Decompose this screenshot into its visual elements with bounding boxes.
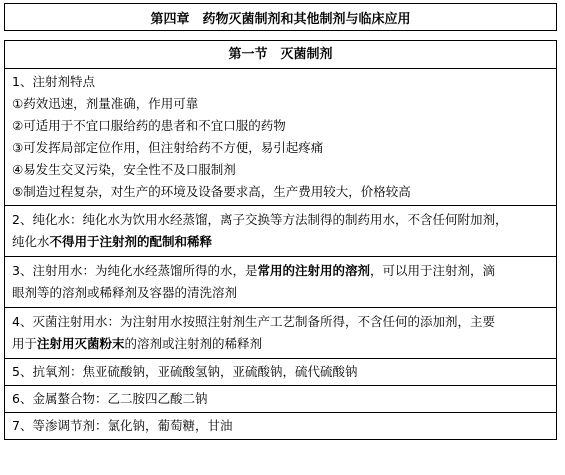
item-7-text: 7、等渗调节剂：氯化钠，葡萄糖，甘油 xyxy=(12,418,233,433)
item-1-cell xyxy=(5,69,557,206)
item-1-point-4: ④易发生交叉污染，安全性不及口服制剂 xyxy=(12,162,236,177)
item-2-line-2-pre: 纯化水 xyxy=(12,234,50,249)
item-3-line-2: 眼剂等的溶剂或稀释剂及容器的清洗溶剂 xyxy=(12,285,238,300)
item-4-line-2-pre: 用于 xyxy=(12,336,38,351)
section-title xyxy=(5,41,557,69)
item-4-emphasis: 注射用灭菌粉末 xyxy=(37,336,125,351)
table-row xyxy=(5,206,557,257)
item-5-text: 5、抗氧剂：焦亚硫酸钠，亚硫酸氢钠，亚硫酸钠，硫代硫酸钠 xyxy=(12,364,358,379)
table-row xyxy=(5,413,557,440)
item-4-line-2-post: 的溶剂或注射剂的稀释剂 xyxy=(124,336,263,351)
chapter-title-text: 第四章 药物灭菌制剂和其他制剂与临床应用 xyxy=(150,11,411,27)
item-1-point-3: ③可发挥局部定位作用，但注射给药不方便，易引起疼痛 xyxy=(12,140,324,155)
item-1-point-2: ②可适用于不宜口服给药的患者和不宜口服的药物 xyxy=(12,118,286,133)
item-1-point-5: ⑤制造过程复杂，对生产的环境及设备要求高，生产费用较大，价格较高 xyxy=(12,184,411,199)
table-row xyxy=(5,386,557,413)
item-6-text: 6、金属螯合物：乙二胺四乙酸二钠 xyxy=(12,391,208,406)
chapter-title xyxy=(4,3,557,31)
item-2-cell xyxy=(5,206,557,257)
item-4-cell xyxy=(5,308,557,359)
table-row xyxy=(5,69,557,206)
item-1-point-1: ①药效迅速，剂量准确，作用可靠 xyxy=(12,96,199,111)
item-4-line-1: 4、灭菌注射用水：为注射用水按照注射剂生产工艺制备所得，不含任何的添加剂，主要 xyxy=(12,314,495,329)
item-2-emphasis: 不得用于注射剂的配制和稀释 xyxy=(49,234,213,249)
table-row xyxy=(5,359,557,386)
item-2-line-1: 2、纯化水：纯化水为饮用水经蒸馏，离子交换等方法制得的制药用水，不含任何附加剂， xyxy=(12,212,508,227)
table-row xyxy=(5,41,557,69)
item-1-heading: 1、注射剂特点 xyxy=(12,74,95,89)
item-3-pre: 3、注射用水：为纯化水经蒸馏所得的水，是 xyxy=(12,263,258,278)
item-3-cell xyxy=(5,257,557,308)
item-3-line-1 xyxy=(12,260,549,282)
section-title-text: 第一节 灭菌制剂 xyxy=(228,46,333,62)
table-row xyxy=(5,257,557,308)
content-table xyxy=(4,40,557,440)
item-3-emphasis: 常用的注射用的溶剂 xyxy=(257,263,370,278)
table-row xyxy=(5,308,557,359)
item-7-cell xyxy=(5,413,557,440)
item-4-line-2 xyxy=(12,333,549,355)
item-5-cell xyxy=(5,359,557,386)
item-3-post: ，可以用于注射剂，滴 xyxy=(369,263,495,278)
item-6-cell xyxy=(5,386,557,413)
item-2-line-2 xyxy=(12,231,549,253)
